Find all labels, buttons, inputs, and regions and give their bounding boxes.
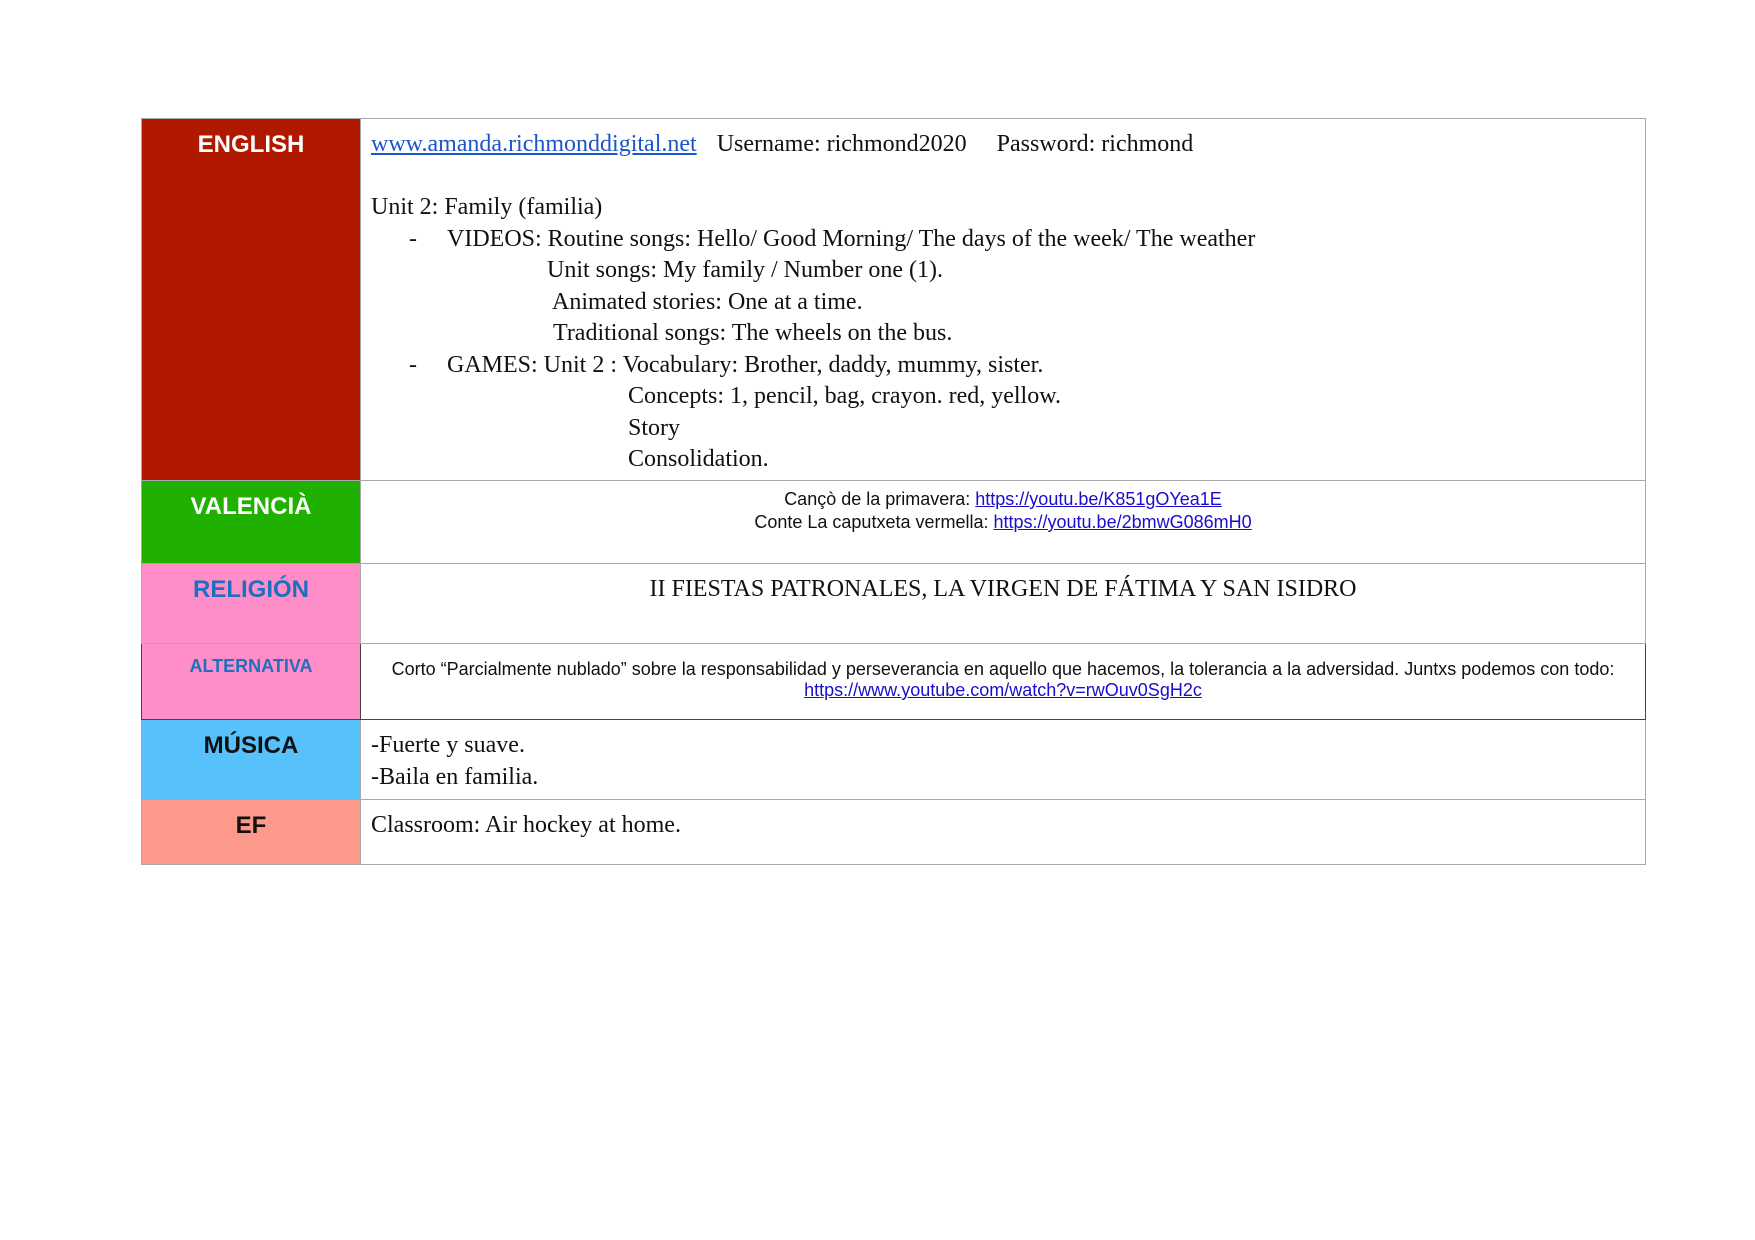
musica-line-1: -Fuerte y suave. [371,732,525,758]
richmond-link[interactable]: www.amanda.richmonddigital.net [371,131,697,157]
unit-songs-line: Unit songs: My family / Number one (1). [547,257,943,283]
unit-title: Unit 2: Family (familia) [371,194,603,220]
animated-stories-line: Animated stories: One at a time. [552,288,863,315]
alternativa-text: Corto “Parcialmente nublado” sobre la responsabilidad y perseverancia en aquello que hacemos, la tolerancia a la adversidad. Juntxs podemos con todo: [391,659,1615,679]
content-valencia [361,481,1646,564]
label-musica: MÚSICA [142,720,361,800]
username-text: Username: richmond2020 [716,131,967,157]
content-alternativa [361,644,1646,720]
row-english [142,119,1646,481]
label-religion: RELIGIÓN [142,564,361,644]
content-religion: II FIESTAS PATRONALES, LA VIRGEN DE FÁTIMA Y SAN ISIDRO [361,564,1646,644]
content-english [361,119,1646,481]
label-alternativa: ALTERNATIVA [142,644,361,720]
traditional-songs-line: Traditional songs: The wheels on the bus. [553,320,953,346]
consolidation-line: Consolidation. [628,446,769,472]
bullet-videos: - [409,225,417,252]
canco-text: Cançò de la primavera: [784,489,976,509]
bullet-games: - [409,351,417,378]
row-alternativa [142,644,1646,720]
content-ef: Classroom: Air hockey at home. [361,800,1646,865]
alternativa-link[interactable]: https://www.youtube.com/watch?v=rwOuv0SgH2c [804,680,1202,700]
videos-line: VIDEOS: Routine songs: Hello/ Good Morning/ The days of the week/ The weather [447,225,1256,252]
conte-link[interactable]: https://youtu.be/2bmwG086mH0 [993,512,1252,532]
row-ef [142,800,1646,865]
label-english: ENGLISH [142,119,361,481]
conte-text: Conte La caputxeta vermella: [754,512,994,532]
canco-link[interactable]: https://youtu.be/K851gOYea1E [975,489,1222,509]
story-line: Story [628,414,681,441]
row-musica [142,720,1646,800]
concepts-line: Concepts: 1, pencil, bag, crayon. red, yellow. [628,383,1061,409]
games-line: GAMES: Unit 2 : Vocabulary: Brother, daddy, mummy, sister. [447,351,1044,378]
password-text: Password: richmond [996,131,1194,157]
label-valencia: VALENCIÀ [142,481,361,564]
row-valencia [142,481,1646,564]
row-religion [142,564,1646,644]
content-musica [361,720,1646,800]
label-ef: EF [142,800,361,865]
schedule-table [141,118,1646,865]
musica-line-2: -Baila en familia. [371,763,539,790]
